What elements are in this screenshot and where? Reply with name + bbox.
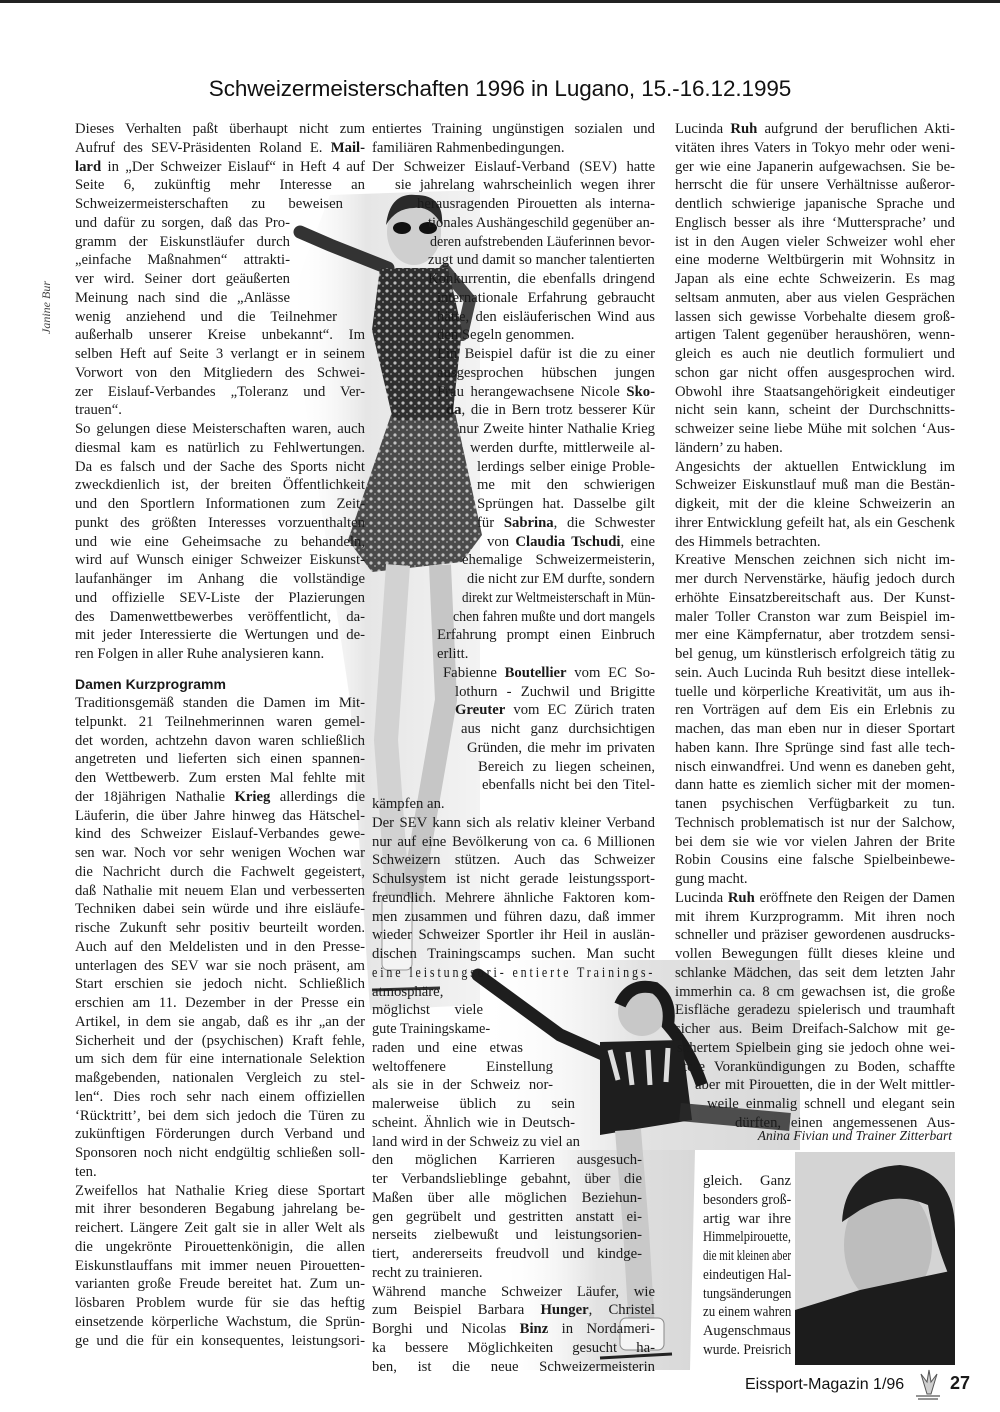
text-line: men zusammen und führen dazu, daß immer [372, 908, 655, 925]
text-line: scheint. Ähnlich wie in Deutsch- [372, 1114, 575, 1131]
text-line: Bereich zu liegen scheinen, [478, 758, 655, 775]
text-line: wird auf Wunsch einiger Schweizer Eiskunst- [75, 552, 365, 569]
text-line: vollen Bewegungen füllt dieses kleine und [675, 946, 955, 962]
text-line: nicht sein kann, scheint der Durchschnitts- [675, 402, 955, 419]
text-line: rische Zukunft sehr positiv beurteilt worden. [75, 920, 365, 936]
text-line: vitäten ihres Vaters in Tokyo mehr oder weni- [675, 139, 955, 156]
text-line: tungsänderungen [703, 1285, 792, 1302]
text-line: daß Nathalie mit neuem Elan und verbesserten [75, 882, 365, 899]
text-line: Angesichts der aktuellen Entwicklung im [675, 458, 955, 475]
text-line: sein. Auch Lucinda Ruh besitzt diese intellek- [675, 664, 955, 681]
text-line: sicher aus. Beim Dreifach-Salchow mit ge- [675, 1021, 955, 1037]
page-number: 27 [950, 1373, 971, 1393]
text-line: Schweizern stützen. Auch das Schweizer [372, 852, 655, 869]
text-line: herausragenden Pirouetten als interna- [417, 196, 655, 212]
text-line: zum Beispiel Barbara Hunger, Christel [372, 1302, 655, 1319]
text-line: mer eine Kämpfernatur, aber trotzdem sensi- [675, 627, 955, 644]
text-line: Japan als eine echte Schweizerin. Es mag [675, 271, 955, 287]
text-line: maler Toller Cranston war zum Beispiel im- [675, 608, 955, 625]
text-line: erhöhte Einsatzbereitschaft aus. Der Kunst- [675, 589, 955, 606]
text-line: chen fahren mußte und dort mangels [453, 608, 655, 625]
text-line: Sponsoren noch nicht endgültig schließen soll- [75, 1145, 365, 1161]
text-line: haben kann. Ihre Sprünge sind fast alle tech- [675, 739, 955, 756]
text-line: eine moderne Weltbürgerin mit Wohnsitz in [675, 252, 955, 269]
text-line: die mit kleinen aber [703, 1248, 792, 1264]
text-line: diesmal kam es natürlich zu Fehlwertungen. [75, 439, 365, 456]
text-line: bel genug, um künstlerisch erfolgreich tätig zu [675, 646, 955, 662]
text-line: tiert, andererseits freudvoll und kindge- [372, 1246, 642, 1262]
text-line: Start erschien sie jedoch nicht. Schließlich [75, 976, 365, 993]
magazine-logo-icon [913, 1368, 943, 1400]
text-line: gleich. Ganz [703, 1173, 791, 1189]
text-line: tanen psychischen Verfügbarkeit zu tun. [675, 796, 955, 812]
text-line: zer Eislauf-Verbandes „Toleranz und Ver- [75, 383, 365, 400]
text-line: nerseits zielbewußt und leistungsorien- [372, 1227, 642, 1244]
text-line: Traditionsgemäß standen die Damen im Mit- [75, 695, 365, 711]
text-line: Eiskunstlauffans mit immer neuen Pirouetten- [75, 1257, 365, 1274]
text-line: schneller und präziser gewordenen ausdrucks- [675, 927, 955, 944]
text-line: und den Sportlern Informationen zum Zeit- [75, 496, 365, 512]
text-line: angetreten und lieferten sich einen spannen- [75, 751, 365, 768]
text-line: artigen Talent gegenüber heraushören, wenn- [675, 327, 955, 344]
text-line: seltsam anmuten, aber aus vielen Gesprächen [675, 289, 955, 306]
text-line: entiertes Training ungünstigen sozialen und [372, 121, 655, 137]
trainer-portrait-photo [795, 1152, 955, 1365]
text-line: Eisfläche geradezu spielerisch und traumhaft [675, 1002, 955, 1019]
text-line: zweckdienlich ist, der breiten Öffentlichkeit [75, 477, 365, 494]
text-line: recht zu trainieren. [372, 1264, 483, 1281]
text-line: land wird in der Schweiz zu viel an [372, 1133, 580, 1150]
text-line: lothurn - Zuchwil und Brigitte [455, 683, 655, 700]
text-line: ausgesprochen hübschen jungen [437, 364, 655, 381]
text-line: ter Verbandslieblinge gebahnt, über die [372, 1171, 642, 1187]
text-line: den Wettbewerb. Zum ersten Mal fehlte mit [75, 770, 365, 786]
text-line: Technisch problematisch ist nur der Salchow, [675, 814, 955, 831]
text-line: direkt zur Weltmeisterschaft in Mün- [462, 589, 656, 606]
text-line: Lucinda Ruh eröffnete den Reigen der Damen [675, 889, 955, 906]
text-line: eindeutigen Hal- [703, 1266, 792, 1283]
text-line: außerhalb unserer Kreise unbekannt“. Im [75, 327, 365, 344]
text-line: der 18jährigen Nathalie Krieg allerdings die [75, 788, 365, 805]
text-line: mit ihrem Kurzprogramm. Mit ihren noch [675, 908, 955, 925]
text-line: wieder Schweizer Sportler ihr Heil in auslän- [372, 927, 655, 944]
text-line: dürften, einen angemessenen Aus- [735, 1114, 955, 1131]
text-line: ländern’ zu haben. [675, 439, 783, 456]
text-line: len“. Dies roch sehr nach einem offiziellen [75, 1088, 365, 1105]
text-line: schon gar nicht offen ausgesprochen wird. [675, 364, 955, 381]
text-line: des Himmels betrachten. [675, 533, 821, 550]
text-line: als sie in der Schweiz nor- [372, 1077, 553, 1094]
text-line: wurde. Preisrich [703, 1341, 792, 1358]
text-line: Techniken dabei sein würde und ihre eisläufe- [75, 901, 365, 918]
text-line: ten. [75, 1163, 97, 1180]
text-line: immerhin ca. 8 cm gewachsen ist, die große [675, 983, 955, 1000]
text-line: dentlich schwierige japanische Sprache und [675, 196, 955, 212]
section-heading: Damen Kurzprogramm [75, 676, 226, 692]
text-line: unterlagen des SEV war sie noch präsent, am [75, 957, 365, 974]
text-line: Robin Cousins eine falsche Spielbeinbewe- [675, 852, 955, 869]
text-line: Der SEV kann sich als relativ kleiner Verband [372, 814, 655, 831]
text-line: So gelungen diese Meisterschaften waren, auch [75, 421, 365, 437]
text-line: Kreative Menschen zeichnen sich nicht im- [675, 552, 955, 569]
text-line: machen, das man eben nur in dieser Sportart [675, 721, 955, 737]
text-line: zu einem wahren [703, 1304, 792, 1321]
text-line: zugt und damit so mancher talentierten [428, 252, 655, 269]
text-line: ‘Rücktritt’, bei dem sich jedoch die Türen zu [75, 1107, 365, 1124]
text-line: schweizer seine liebe Mühe mit solchen ‘Aus- [675, 421, 955, 437]
text-line: herrscht die für unsere Verhältnisse außeror- [675, 177, 955, 194]
text-line: erlitt. [437, 646, 469, 662]
text-line: möglichst viele [372, 1002, 483, 1019]
text-line: ren Folgen in aller Ruhe analysieren kann. [75, 646, 325, 662]
article-title: Schweizermeisterschaften 1996 in Lugano, 15.-16.12.1995 [208, 76, 792, 101]
text-line: Sicherheit und der (psychischen) Kraft fehle, [75, 1032, 365, 1049]
text-line: und dafür zu sorgen, daß das Pro- [75, 214, 290, 231]
text-line: und wie eine Geheimsache zu behandeln, [75, 533, 365, 550]
text-line: Gründen, die mehr im privaten [467, 739, 655, 756]
text-line: lassen sich gewisse Vorbehalte diesem groß- [675, 308, 955, 325]
text-line: sen war. Noch vor sehr wenigen Wochen war [75, 845, 365, 861]
photo-credit: Janine Bur [39, 281, 53, 334]
text-line: werden durfte, mittlerweile al- [470, 439, 655, 456]
text-line: gung macht. [675, 871, 748, 887]
text-line: atmosphäre, [372, 983, 444, 1000]
text-line: Aufruf des SEV-Präsidenten Roland E. Mail- [75, 139, 365, 156]
text-line: wenig anziehend und die Teilnehmer [75, 308, 337, 325]
text-line: nisch einwandfrei. Und wenn es daneben geht, [675, 758, 955, 775]
text-line: Obwohl ihre Staatsangehörigkeit eindeutiger [675, 383, 955, 400]
text-line: und offizielle SEV-Liste der Plazierungen [75, 589, 365, 606]
text-line: um sich dem für eine internationale Selektion [75, 1051, 365, 1068]
text-line: Fabienne Boutellier vom EC So- [443, 664, 655, 681]
text-line: mit jeder Interessierte die Wertungen und de- [75, 627, 365, 644]
text-line: nur auf eine Bevölkerung von ca. 6 Millionen [372, 833, 655, 850]
text-line: lard in „Der Schweizer Eislauf“ in Heft 4 auf [75, 158, 365, 175]
text-line: hätte, den eisläuferischen Wind aus [437, 308, 655, 325]
text-line: gute Trainingskame- [372, 1021, 491, 1037]
text-line: tionales Aushängeschild gegenüber an- [428, 214, 655, 231]
text-line: Maßen über alle möglichen Beziehun- [372, 1189, 642, 1206]
text-line: die ungekrönte Pirouettenkönigin, die allen [75, 1238, 365, 1255]
text-line: Sprüngen hat. Dasselbe gilt [477, 496, 655, 512]
text-line: einsetzende körperliche Wachstum, die Sprün- [75, 1313, 365, 1330]
text-line: malerweise üblich zu sein [372, 1096, 575, 1112]
text-line: reichert. Längere Zeit galt sie in aller Welt als [75, 1220, 365, 1236]
text-line: me mit den schwierigen [477, 477, 655, 494]
text-line: Artikel, in dem sie angab, daß es ihr „an der [75, 1013, 365, 1030]
text-line: artig war ihre [703, 1210, 791, 1227]
text-line: raden und eine etwas [372, 1039, 523, 1056]
text-line: dischen Trainingscamps suchen. Man sucht [372, 946, 655, 962]
text-line: det worden, achtzehn davon waren schließlich [75, 732, 365, 749]
text-line: ehemalige Schweizermeisterin, [462, 552, 655, 569]
text-line: kind des Schweizer Eislauf-Verbandes gewe- [75, 826, 365, 843]
text-line: Konkurrentin, die ebenfalls dringend [428, 271, 655, 287]
text-line: ihrer Entwicklung gefeilt hat, als ein Geschenk [675, 514, 955, 531]
text-line: Seite 6, zukünftig mehr Interesse an [75, 177, 365, 194]
text-line: Frau herangewachsene Nicole Sko- [437, 383, 655, 400]
text-line: freundlich. Mehrere ähnliche Faktoren kom- [372, 889, 655, 906]
text-line: bei dem sie wie vor vielen Jahren der Brite [675, 833, 955, 850]
text-line: Der Schweizer Eislauf-Verband (SEV) hatte [372, 158, 655, 175]
text-line: Zweifellos hat Nathalie Krieg diese Sportart [75, 1182, 365, 1199]
text-line: schlanke Mädchen, das seit dem letzten Jahr [675, 964, 955, 981]
text-line: deren aufstrebenden Läuferinnen bevor- [430, 233, 655, 250]
text-line: Schulsystem ist nicht gerade leistungssport- [372, 871, 655, 887]
text-line: „einfache Maßnahmen“ attrakti- [75, 252, 290, 269]
text-line: Schweizermeisterschaften zu beweisen [75, 196, 343, 212]
text-line: Vorwort von den Mitgliedern des Schwei- [75, 364, 365, 381]
text-line: die Nachricht durch die Fachwelt gegeistert, [75, 863, 365, 880]
text-line: eine leistungsori- entierte Trainings- [372, 964, 656, 981]
text-line: Englisch besser als ihre ‘Muttersprache’ und [675, 214, 955, 231]
text-line: Erfahrung prompt einen Einbruch [437, 627, 655, 644]
text-line: ge und die für ein konsequentes, leistungsori- [75, 1332, 365, 1349]
text-line: trauen“. [75, 402, 122, 419]
text-line: tuelle und körperliche Kreativität, um aus ih- [675, 683, 955, 700]
text-line: weile einmalig schnell und elegant sein [707, 1096, 955, 1112]
text-line: dann hatte es ziemlich sicher mit der momen- [675, 777, 955, 794]
text-line: maßgebenden, nationalen Vergleich zu stel- [75, 1070, 365, 1086]
text-line: ist in den Augen vieler Schweizer wohl eher [675, 233, 955, 250]
text-line: lösbaren Problem wurde für sie das heftig [75, 1295, 365, 1311]
text-line: für Sabrina, die Schwester [477, 514, 655, 531]
text-line: lerdings selber einige Proble- [477, 458, 655, 475]
text-line: mer durch Nervenstärke, häufig jedoch durch [675, 571, 955, 587]
text-line: ren Vorträgen auf dem Eis ein Erlebnis zu [675, 702, 955, 719]
text-line: aber mit Pirouetten, die in der Welt mittler- [695, 1077, 955, 1094]
text-line: den möglichen Karrieren ausgesuch- [372, 1152, 642, 1169]
text-line: Während manche Schweizer Läufer, wie [372, 1283, 655, 1300]
text-line: Schweizer Eiskunstlauf muß man die Bestän- [675, 477, 955, 494]
text-line: Ein Beispiel dafür ist die zu einer [437, 346, 655, 362]
text-line: laufanhänger im Anhang die vollständige [75, 571, 365, 587]
text-line: Himmelpirouette, [703, 1229, 792, 1246]
text-line: den Segeln genommen. [437, 327, 575, 344]
text-line: gramm der Eiskunstläufer durch [75, 233, 290, 250]
text-line: aus nicht ganz durchsichtigen [461, 721, 655, 737]
text-line: ben, ist die neue Schweizermeisterin [372, 1358, 655, 1375]
text-line: varianten große Freude bereitet hat. Zum un- [75, 1276, 365, 1293]
text-line: Meinung nach sind die „Anlässe [75, 289, 290, 306]
text-line: gleich es auch nie deutlich formuliert und [675, 346, 955, 362]
text-line: Borghi und Nicolas Binz in Nordameri- [372, 1321, 656, 1337]
text-line: digkeit, mit der die kleine Schweizerin an [675, 496, 955, 512]
text-line: ger wie eine Japanerin aufgewachsen. Sie be- [675, 158, 955, 175]
text-line: Greuter vom EC Zürich traten [455, 702, 655, 719]
text-line: sie jahrelang wahrscheinlich wegen ihrer [395, 177, 655, 194]
text-line: selben Heft auf Seite 3 verlangt er in seinem [75, 346, 365, 362]
text-line: des Damenwettbewerbes veröffentlicht, da- [75, 608, 365, 625]
text-line: zukünftigen Förderungen durch Verband und [75, 1126, 365, 1143]
magazine-issue: Eissport-Magazin 1/96 [745, 1376, 905, 1393]
text-line: Lucinda Ruh aufgrund der beruflichen Akti- [675, 121, 956, 137]
text-line: tere Vorankündigungen zu Boden, schaffte [683, 1058, 955, 1075]
text-line: Läuferin, die über Jahre hinweg das Hätschel- [75, 807, 365, 824]
text-line: Da es falsch und der Sache des Sports nicht [75, 458, 365, 475]
text-line: Dieses Verhalten paßt überhaupt nicht zum [75, 121, 365, 137]
text-line: Augenschmaus [703, 1323, 791, 1339]
text-line: ka bessere Möglichkeiten gesucht ha- [372, 1339, 655, 1356]
text-line: schertem Spielbein ging sie jedoch ohne wei- [677, 1039, 955, 1056]
text-line: besonders groß- [703, 1191, 792, 1208]
text-line: punkt des größten Interesses vorzuenthalten [75, 514, 365, 531]
text-line: familiären Rahmenbedingungen. [372, 139, 565, 156]
text-line: da, die in Bern trotz besserer Kür [446, 402, 655, 419]
text-line: kämpfen an. [372, 796, 445, 812]
text-line: ebenfalls nicht bei den Titel- [482, 777, 655, 794]
text-line: von Claudia Tschudi, eine [487, 533, 655, 550]
text-line: gen gegrübelt und gestritten anstatt ei- [372, 1208, 642, 1225]
text-line: internationale Erfahrung gebraucht [437, 289, 655, 306]
text-line: ver wird. Seiner dort geäußerten [75, 271, 290, 287]
photo-caption: Anina Fivian und Trainer Zitterbart [757, 1128, 952, 1143]
text-line: die nicht zur EM durfte, sondern [467, 571, 655, 587]
text-line: Auch auf den Meldelisten und in den Presse- [75, 938, 365, 955]
text-line: erschien am 11. Dezember in der Presse ein [75, 995, 365, 1011]
text-line: nur Zweite hinter Nathalie Krieg [459, 421, 655, 437]
text-line: weltoffenere Einstellung [372, 1058, 553, 1075]
text-line: telpunkt. 21 Teilnehmerinnen waren gemel- [75, 713, 365, 730]
text-line: mit ihrer besonderen Begabung jahrelang be- [75, 1201, 365, 1218]
